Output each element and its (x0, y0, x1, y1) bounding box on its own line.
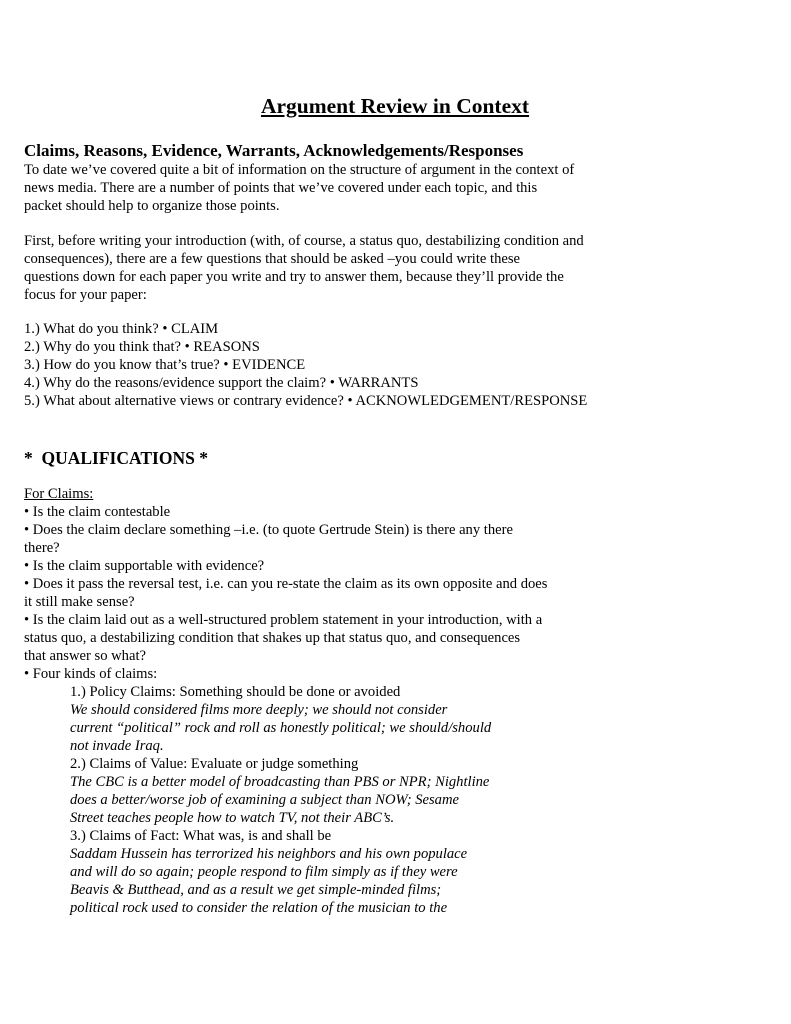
claim-bullet: it still make sense? (24, 594, 135, 610)
question-item: 4.) Why do the reasons/evidence support the claim? • WARRANTS (24, 375, 419, 391)
intro-line: news media. There are a number of points that we’ve covered under each topic, and this (24, 180, 538, 196)
claim-kind-example: not invade Iraq. (70, 738, 164, 754)
paragraph-line: focus for your paper: (24, 287, 147, 303)
intro-line: packet should help to organize those points. (24, 198, 280, 214)
claim-kind-example: political rock used to consider the relation of the musician to the (70, 900, 448, 916)
question-item: 3.) How do you know that’s true? • EVIDENCE (24, 357, 306, 373)
question-item: 5.) What about alternative views or contrary evidence? • ACKNOWLEDGEMENT/RESPONSE (24, 393, 588, 409)
paragraph-line: questions down for each paper you write and try to answer them, because they’ll provide the (24, 269, 564, 285)
claims-section (24, 485, 547, 917)
claim-bullet: that answer so what? (24, 648, 146, 664)
claim-bullet: • Does it pass the reversal test, i.e. can you re-state the claim as its own opposite and does (24, 576, 548, 592)
claim-bullet: there? (24, 540, 60, 556)
claim-bullet: • Four kinds of claims: (24, 666, 158, 682)
claim-kind-example: We should considered films more deeply; we should not consider (70, 702, 448, 718)
intro-line: To date we’ve covered quite a bit of information on the structure of argument in the context of (24, 162, 575, 178)
question-item: 2.) Why do you think that? • REASONS (24, 339, 260, 355)
claim-kind-example: current “political” rock and roll as honestly political; we should/should (70, 720, 492, 736)
paragraph-line: First, before writing your introduction (with, of course, a status quo, destabilizing condition and (24, 233, 584, 249)
questions-intro-paragraph (24, 232, 584, 304)
claim-kind-example: Beavis & Butthead, and as a result we get simple-minded films; (70, 882, 442, 898)
claim-kind-heading: 1.) Policy Claims: Something should be done or avoided (70, 684, 401, 700)
claim-kind-example: does a better/worse job of examining a subject than NOW; Sesame (70, 792, 459, 808)
claim-kind-example: Saddam Hussein has terrorized his neighbors and his own populace (70, 846, 468, 862)
for-claims-label: For Claims: (24, 486, 94, 502)
claim-bullet: • Is the claim contestable (24, 504, 171, 520)
claim-kind-example: and will do so again; people respond to film simply as if they were (70, 864, 458, 880)
claim-bullet: • Is the claim supportable with evidence? (24, 558, 265, 574)
section-heading: Claims, Reasons, Evidence, Warrants, Acknowledgements/Responses (24, 141, 524, 160)
qualifications-heading: * QUALIFICATIONS * (24, 448, 208, 468)
intro-paragraph (24, 161, 574, 215)
claim-kind-example: The CBC is a better model of broadcasting than PBS or NPR; Nightline (70, 774, 490, 790)
claim-bullet: • Does the claim declare something –i.e. (to quote Gertrude Stein) is there any there (24, 522, 513, 538)
claim-kind-heading: 2.) Claims of Value: Evaluate or judge something (70, 756, 359, 772)
claim-bullet: status quo, a destabilizing condition that shakes up that status quo, and consequences (24, 630, 521, 646)
paragraph-line: consequences), there are a few questions that should be asked –you could write these (24, 251, 521, 267)
document-title: Argument Review in Context (260, 94, 530, 118)
questions-list (24, 320, 587, 410)
claim-bullet: • Is the claim laid out as a well-structured problem statement in your introduction, with a (24, 612, 543, 628)
question-item: 1.) What do you think? • CLAIM (24, 321, 219, 337)
claim-kind-heading: 3.) Claims of Fact: What was, is and shall be (70, 828, 332, 844)
claim-kind-example: Street teaches people how to watch TV, not their ABC’s. (70, 810, 395, 826)
